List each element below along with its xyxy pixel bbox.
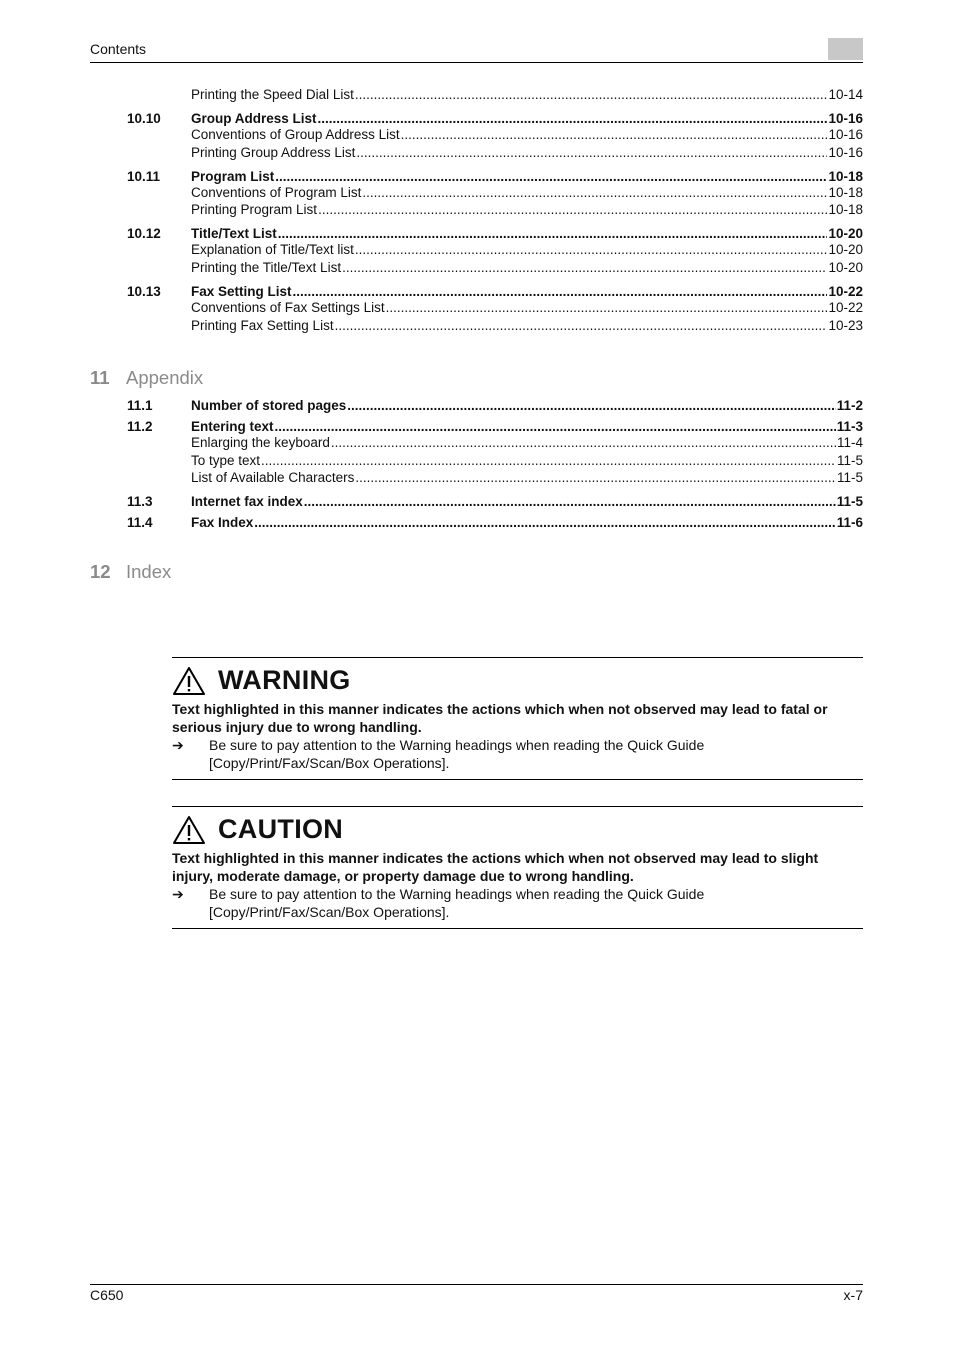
chapter-heading-index[interactable] xyxy=(90,561,171,583)
caution-triangle-icon xyxy=(172,815,206,845)
toc-dot-leader xyxy=(304,493,836,511)
toc-leader-line xyxy=(191,86,863,104)
toc-entry-label: Printing Group Address List xyxy=(191,145,356,160)
warning-box xyxy=(172,657,863,780)
toc-entry-label: Explanation of Title/Text list xyxy=(191,242,354,257)
toc-leader-line xyxy=(191,201,863,219)
toc-subsection-entry[interactable] xyxy=(127,201,863,219)
toc-leader-line xyxy=(191,184,863,202)
toc-dot-leader xyxy=(254,514,835,532)
toc-dot-leader xyxy=(342,259,827,277)
arrow-icon: ➔ xyxy=(172,886,184,902)
toc-subsection-entry[interactable] xyxy=(127,86,863,104)
toc-entry-label: Program List xyxy=(191,169,275,184)
toc-dot-leader xyxy=(386,299,828,317)
toc-entry-label: Printing the Speed Dial List xyxy=(191,87,354,102)
caution-title: CAUTION xyxy=(218,814,344,844)
toc-section-number: 11.2 xyxy=(127,419,153,434)
toc-page-number: 10-20 xyxy=(828,260,863,275)
toc-subsection-entry[interactable] xyxy=(127,184,863,202)
toc-dot-leader xyxy=(331,434,836,452)
toc-subsection-entry[interactable] xyxy=(127,299,863,317)
caution-heading xyxy=(172,814,343,845)
toc-page-number: 11-5 xyxy=(836,453,863,468)
warning-triangle-icon xyxy=(172,666,206,696)
toc-leader-line xyxy=(191,469,863,487)
header-title: Contents xyxy=(90,41,147,57)
toc-section-number: 11.4 xyxy=(127,515,153,530)
caution-bottom-rule xyxy=(172,928,863,929)
header-tab-marker xyxy=(828,38,863,60)
toc-page-number: 11-3 xyxy=(836,419,863,434)
toc-entry-label: Printing Fax Setting List xyxy=(191,318,334,333)
toc-page-number: 10-14 xyxy=(828,87,863,102)
warning-bottom-rule xyxy=(172,779,863,780)
toc-entry-label: Printing Program List xyxy=(191,202,318,217)
toc-leader-line xyxy=(191,514,863,532)
toc-page-number: 10-16 xyxy=(828,127,863,142)
toc-leader-line xyxy=(191,434,863,452)
toc-entry-label: Conventions of Fax Settings List xyxy=(191,300,385,315)
header-rule xyxy=(90,62,863,63)
toc-section-number: 10.13 xyxy=(127,284,161,299)
toc-entry-label: Title/Text List xyxy=(191,226,277,241)
toc-dot-leader xyxy=(401,126,828,144)
toc-section-number: 11.1 xyxy=(127,398,153,413)
toc-section-entry[interactable] xyxy=(127,397,863,415)
toc-page-number: 10-20 xyxy=(828,242,863,257)
toc-entry-label: Fax Index xyxy=(191,515,254,530)
warning-title: WARNING xyxy=(218,665,351,695)
toc-page-number: 11-6 xyxy=(836,515,863,530)
chapter-title: Appendix xyxy=(126,367,204,388)
caution-box xyxy=(172,806,863,929)
toc-page-number: 10-16 xyxy=(828,111,863,126)
toc-dot-leader xyxy=(355,469,836,487)
toc-section-number: 10.10 xyxy=(127,111,161,126)
toc-page-number: 10-23 xyxy=(828,318,863,333)
footer-rule xyxy=(90,1284,863,1285)
toc-section-number: 10.11 xyxy=(127,169,161,184)
caution-text: Text highlighted in this manner indicates the actions which when not observed may lead to slight injury, moderate damage, or property damage due to wrong handling. xyxy=(172,850,819,884)
toc-entry-label: Entering text xyxy=(191,419,274,434)
toc-entry-label: To type text xyxy=(191,453,261,468)
toc-subsection-entry[interactable] xyxy=(127,126,863,144)
toc-entry-label: List of Available Characters xyxy=(191,470,355,485)
toc-leader-line xyxy=(191,452,863,470)
toc-page-number: 10-18 xyxy=(828,169,863,184)
toc-entry-label: Group Address List xyxy=(191,111,317,126)
toc-entry-label: Fax Setting List xyxy=(191,284,292,299)
toc-entry-label: Internet fax index xyxy=(191,494,303,509)
warning-top-rule xyxy=(172,657,863,658)
toc-leader-line xyxy=(191,493,863,511)
chapter-number: 12 xyxy=(90,561,111,582)
toc-section-number: 10.12 xyxy=(127,226,161,241)
toc-subsection-entry[interactable] xyxy=(127,144,863,162)
toc-subsection-entry[interactable] xyxy=(127,452,863,470)
toc-leader-line xyxy=(191,397,863,415)
toc-entry-label: Conventions of Group Address List xyxy=(191,127,400,142)
toc-subsection-entry[interactable] xyxy=(127,469,863,487)
toc-section-entry[interactable] xyxy=(127,493,863,511)
arrow-icon: ➔ xyxy=(172,737,184,753)
chapter-heading-appendix[interactable] xyxy=(90,367,203,389)
toc-leader-line xyxy=(191,317,863,335)
warning-text: Text highlighted in this manner indicates the actions which when not observed may lead to fatal or serious injury due to wrong handling. xyxy=(172,701,828,735)
chapter-title: Index xyxy=(126,561,172,582)
toc-page-number: 11-2 xyxy=(836,398,863,413)
footer-model: C650 xyxy=(90,1287,124,1303)
toc-page-number: 10-18 xyxy=(828,202,863,217)
toc-dot-leader xyxy=(318,201,827,219)
toc-leader-line xyxy=(191,259,863,277)
toc-dot-leader xyxy=(261,452,836,470)
toc-dot-leader xyxy=(355,86,828,104)
toc-page-number: 10-22 xyxy=(828,284,863,299)
toc-leader-line xyxy=(191,299,863,317)
toc-dot-leader xyxy=(335,317,828,335)
toc-subsection-entry[interactable] xyxy=(127,434,863,452)
toc-page-number: 10-20 xyxy=(828,226,863,241)
toc-page-number: 10-18 xyxy=(828,185,863,200)
warning-heading xyxy=(172,665,351,696)
toc-dot-leader xyxy=(347,397,835,415)
toc-section-number: 11.3 xyxy=(127,494,153,509)
chapter-number: 11 xyxy=(90,367,110,388)
toc-entry-label: Conventions of Program List xyxy=(191,185,362,200)
toc-dot-leader xyxy=(355,241,828,259)
toc-leader-line xyxy=(191,241,863,259)
toc-entry-label: Printing the Title/Text List xyxy=(191,260,342,275)
toc-entry-label: Enlarging the keyboard xyxy=(191,435,330,450)
toc-subsection-entry[interactable] xyxy=(127,259,863,277)
toc-subsection-entry[interactable] xyxy=(127,317,863,335)
toc-page-number: 11-4 xyxy=(836,435,863,450)
toc-subsection-entry[interactable] xyxy=(127,241,863,259)
toc-page-number: 11-5 xyxy=(836,470,863,485)
toc-entry-label: Number of stored pages xyxy=(191,398,347,413)
toc-section-entry[interactable] xyxy=(127,514,863,532)
warning-bullet-text: Be sure to pay attention to the Warning headings when reading the Quick Guide [Copy/Print/Fax/Scan/Box Operations]. xyxy=(209,737,705,771)
caution-top-rule xyxy=(172,806,863,807)
toc-page-number: 10-16 xyxy=(828,145,863,160)
toc-dot-leader xyxy=(356,144,827,162)
toc-leader-line xyxy=(191,144,863,162)
toc-page-number: 10-22 xyxy=(828,300,863,315)
caution-bullet-text: Be sure to pay attention to the Warning headings when reading the Quick Guide [Copy/Print/Fax/Scan/Box Operations]. xyxy=(209,886,705,920)
footer-page-number: x-7 xyxy=(843,1287,863,1303)
toc-page-number: 11-5 xyxy=(836,494,863,509)
toc-leader-line xyxy=(191,126,863,144)
toc-dot-leader xyxy=(362,184,827,202)
